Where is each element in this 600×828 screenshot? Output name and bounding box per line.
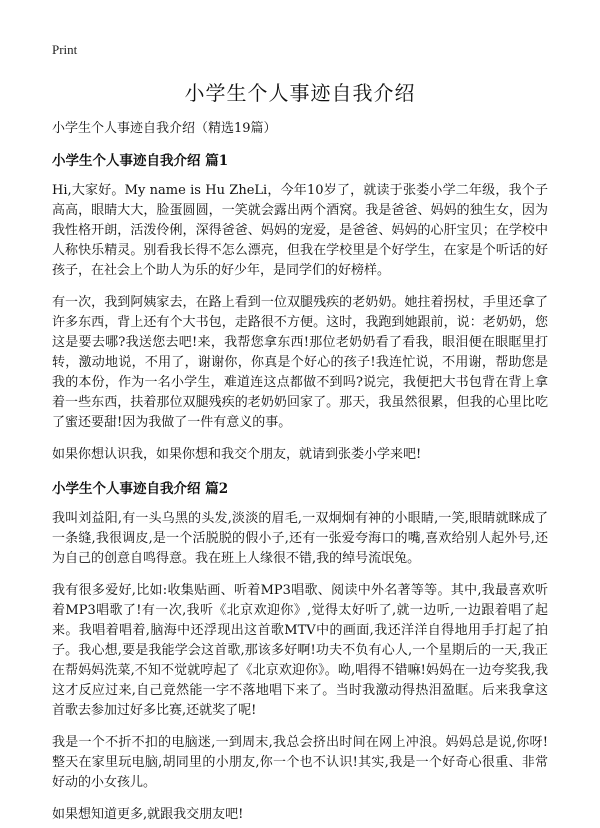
- print-link[interactable]: Print: [52, 42, 78, 57]
- section-1: [52, 152, 548, 465]
- paragraph: 如果想知道更多,就跟我交朋友吧!: [52, 807, 244, 822]
- document-subtitle: 小学生个人事迹自我介绍（精选19篇）: [52, 121, 277, 136]
- paragraph: 我叫刘益阳,有一头乌黑的头发,淡淡的眉毛,一双炯炯有神的小眼睛,一笑,眼睛就眯成了一条缝,我很调皮,是一个活脱脱的假小子,还有一张爱夸海口的嘴,喜欢给别人起外号,还为自己的创意自鸣得意。我在班上人缘很不错,我的绰号流氓兔。: [52, 511, 548, 566]
- paragraph: 有一次，我到阿姨家去，在路上看到一位双腿残疾的老奶奶。她拄着拐杖，手里还拿了许多东西，背上还有个大书包，走路很不方便。这时，我跑到她跟前，说：老奶奶，您这是要去哪?我送您去吧!来，我帮您拿东西!那位老奶奶看了看我，眼泪便在眼眶里打转，激动地说，不用了，谢谢你，你真是个好心的孩子!我连忙说，不用谢，帮助您是我的本份，作为一名小学生，难道连这点都做不到吗?说完，我便把大书包背在背上拿着一些东西，扶着那位双腿残疾的老奶奶回家了。那天，我虽然很累，但我的心里比吃了蜜还要甜!因为我做了一件有意义的事。: [52, 295, 548, 430]
- section-2: [52, 480, 548, 825]
- section-heading: 小学生个人事迹自我介绍 篇2: [52, 481, 229, 497]
- section-heading: 小学生个人事迹自我介绍 篇1: [52, 153, 229, 169]
- paragraph: 如果你想认识我，如果你想和我交个朋友，就请到张娄小学来吧!: [52, 447, 422, 462]
- paragraph: 我是一个不折不扣的电脑迷,一到周末,我总会挤出时间在网上冲浪。妈妈总是说,你呀!整天在家里玩电脑,胡同里的小朋友,你一个也不认识!其实,我是一个好奇心很重、非常好动的小女孩儿。: [52, 735, 548, 790]
- document-title: 小学生个人事迹自我介绍: [184, 81, 416, 105]
- paragraph: 我有很多爱好,比如:收集贴画、听着MP3唱歌、阅读中外名著等等。其中,我最喜欢听着MP3唱歌了!有一次,我听《北京欢迎你》,觉得太好听了,就一边听,一边跟着唱了起来。我唱着唱着,脑海中还浮现出这首歌MTV中的画面,我还洋洋自得地用手打起了拍子。我心想,要是我能学会这首歌,那该多好啊!功夫不负有心人,一个星期后的一天,我正在帮妈妈洗菜,不知不觉就哼起了《北京欢迎你》。呦,唱得不错嘛!妈妈在一边夸奖我,我这才反应过来,自己竟然能一字不落地唱下来了。当时我激动得热泪盈眶。后来我拿这首歌去参加过好多比赛,还就奖了呢!: [52, 583, 548, 718]
- paragraph: Hi,大家好。My name is Hu ZheLi，今年10岁了，就读于张娄小学二年级，我个子高高，眼睛大大，脸蛋圆圆，一笑就会露出两个酒窝。我是爸爸、妈妈的独生女，因为我性格开朗，活泼伶俐，深得爸爸、妈妈的宠爱，是爸爸、妈妈的心肝宝贝；在学校中人称快乐精灵。别看我长得不怎么漂亮，但我在学校里是个好学生，在家是个听话的好孩子，在社会上个助人为乐的好少年，是同学们的好榜样。: [52, 183, 548, 278]
